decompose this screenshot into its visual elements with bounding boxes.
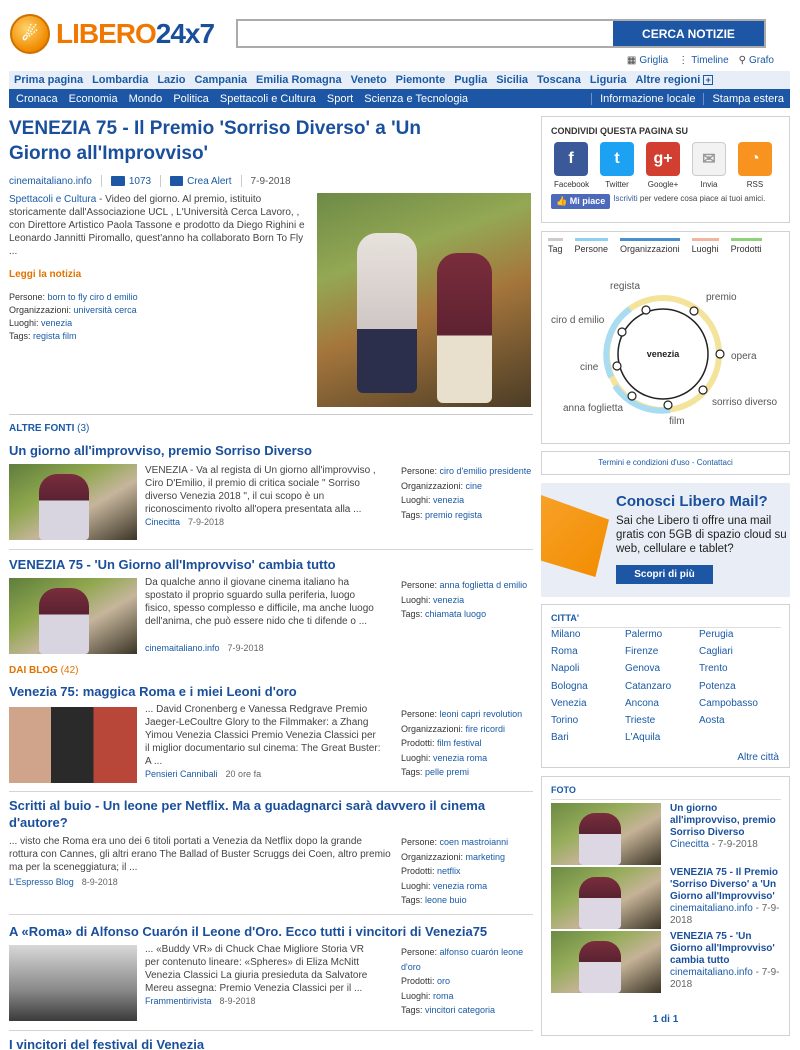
city-link[interactable]: Genova bbox=[625, 663, 661, 675]
divider bbox=[9, 791, 533, 792]
tag-key: Persone: bbox=[401, 947, 438, 957]
figure-shape bbox=[39, 588, 89, 654]
tag-key: Tags: bbox=[401, 895, 423, 905]
nav-local-info[interactable]: Informazione locale bbox=[591, 93, 695, 105]
divider bbox=[9, 549, 533, 550]
photo-item-date: 7-9-2018 bbox=[670, 967, 780, 990]
tag-key: Tags: bbox=[401, 767, 423, 777]
main-article bbox=[9, 116, 533, 411]
tag-key: Persone: bbox=[401, 466, 438, 476]
related-article bbox=[9, 683, 533, 793]
nav-category-item[interactable]: Economia bbox=[68, 92, 118, 105]
like-button-label: Mi piace bbox=[569, 196, 606, 206]
tag-key: Prodotti: bbox=[401, 976, 435, 986]
other-sources-count: (3) bbox=[77, 423, 90, 434]
search-input[interactable] bbox=[238, 21, 613, 46]
tag-value[interactable]: università cerca bbox=[73, 305, 137, 315]
main-article-category[interactable]: Spettacoli e Cultura bbox=[9, 194, 97, 205]
tag-key: Organizzazioni: bbox=[401, 723, 464, 734]
nav-category-item[interactable]: Sport bbox=[326, 92, 354, 105]
graph-node[interactable] bbox=[613, 362, 621, 370]
nav-region-item[interactable]: Piemonte bbox=[395, 74, 446, 86]
related-article-source[interactable]: Frammentirivista bbox=[145, 996, 212, 1006]
grid-icon: ▦ bbox=[626, 55, 637, 66]
view-links bbox=[627, 55, 774, 66]
tag-key: Prodotti: bbox=[401, 738, 435, 748]
graph-tab-prodotti[interactable]: Prodotti bbox=[731, 238, 762, 254]
related-article-thumbnail[interactable] bbox=[9, 945, 137, 1021]
divider bbox=[9, 1030, 533, 1031]
other-sources-heading bbox=[9, 414, 533, 434]
city-link[interactable]: Aosta bbox=[699, 714, 725, 726]
related-article-thumbnail[interactable] bbox=[9, 578, 137, 654]
graph-tab-persone[interactable]: Persone bbox=[575, 238, 609, 254]
share-email[interactable] bbox=[692, 142, 726, 189]
like-text: per vedere cosa piace ai tuoi amici. bbox=[637, 194, 766, 203]
photo-item-source[interactable]: cinemaitaliano.info bbox=[670, 903, 753, 914]
nav-category-item[interactable]: Cronaca bbox=[16, 92, 58, 105]
graph-node[interactable] bbox=[690, 307, 698, 315]
create-alert-link[interactable]: Crea Alert bbox=[187, 175, 232, 187]
tag-value[interactable]: roma bbox=[433, 990, 454, 1001]
share-facebook[interactable] bbox=[554, 142, 588, 189]
tag-value[interactable]: leone buio bbox=[425, 895, 467, 905]
rss-icon: ◔ bbox=[738, 142, 772, 176]
subscribe-link[interactable]: Iscriviti bbox=[613, 194, 638, 203]
graph-label[interactable]: cine bbox=[580, 362, 599, 373]
related-article-tags bbox=[401, 464, 535, 522]
related-article-title[interactable]: I vincitori del festival di Venezia bbox=[9, 1037, 205, 1050]
all-cities-link[interactable]: Altre città bbox=[737, 752, 779, 763]
tag-key: Luoghi: bbox=[9, 318, 39, 328]
city-link[interactable]: Bari bbox=[551, 732, 569, 744]
nav-region-item[interactable]: Puglia bbox=[454, 74, 488, 86]
city-link[interactable]: Catanzaro bbox=[625, 680, 672, 692]
nav-category-item[interactable]: Mondo bbox=[128, 92, 163, 105]
share-rss[interactable] bbox=[738, 142, 772, 189]
facebook-icon: f bbox=[554, 142, 588, 176]
graph-node[interactable] bbox=[699, 386, 707, 394]
terms-link[interactable]: Termini e condizioni d'uso - Contattaci bbox=[598, 458, 733, 467]
tag-key: Luoghi: bbox=[401, 495, 431, 505]
related-article-date: 7-9-2018 bbox=[227, 643, 264, 653]
tag-key: Tags: bbox=[9, 331, 31, 341]
graph-tab-luoghi[interactable]: Luoghi bbox=[692, 238, 719, 254]
timeline-icon: ⋮ bbox=[678, 55, 689, 66]
city-link[interactable]: Perugia bbox=[699, 629, 734, 640]
main-article-source[interactable]: cinemaitaliano.info bbox=[9, 175, 92, 187]
related-article-tags bbox=[401, 835, 535, 908]
graph-label[interactable]: opera bbox=[731, 351, 757, 362]
main-article-meta bbox=[9, 174, 533, 188]
divider bbox=[160, 175, 161, 187]
related-article-title[interactable]: A «Roma» di Alfonso Cuarón il Leone d'Oro. Ecco tutti i vincitori di Venezia75 bbox=[9, 924, 488, 939]
tag-key: Organizzazioni: bbox=[401, 480, 464, 491]
related-article-tags bbox=[401, 945, 535, 1018]
figure-shape bbox=[39, 474, 89, 540]
main-article-title[interactable]: VENEZIA 75 - Il Premio 'Sorriso Diverso' a 'Un Giorno all'Improvviso' bbox=[9, 118, 421, 164]
related-article bbox=[9, 556, 533, 662]
related-article bbox=[9, 442, 533, 552]
related-article-desc: ... «Buddy VR» di Chuck Chae Migliore Storia VR per contenuto lineare: «Spheres» di Eliza McNitt Venezia Classici La giuria presieduta da Salvatore Mereu assegna: Premio Venezia Classici per il ... bbox=[145, 944, 368, 994]
city-link[interactable]: Roma bbox=[551, 646, 578, 658]
photo-thumbnail[interactable] bbox=[551, 867, 661, 929]
logo-icon: ☄ bbox=[10, 14, 50, 54]
cities-box bbox=[541, 604, 790, 768]
nav-region-more[interactable] bbox=[635, 74, 722, 86]
share-google[interactable] bbox=[646, 142, 680, 189]
divider bbox=[241, 175, 242, 187]
tag-graph bbox=[542, 260, 789, 440]
tag-key: Tags: bbox=[401, 609, 423, 619]
other-sources-label: ALTRE FONTI bbox=[9, 423, 75, 434]
camera-icon bbox=[111, 176, 125, 186]
share-title: CONDIVIDI QUESTA PAGINA SU bbox=[551, 126, 689, 136]
city-link[interactable]: Venezia bbox=[551, 697, 587, 709]
nav-region-item[interactable]: Veneto bbox=[350, 74, 387, 86]
photo-item-date: 7-9-2018 bbox=[717, 839, 758, 850]
tag-value[interactable]: netflix bbox=[437, 866, 461, 876]
graph-node[interactable] bbox=[618, 328, 626, 336]
city-link[interactable]: Napoli bbox=[551, 663, 580, 675]
share-twitter-label: Twitter bbox=[605, 180, 629, 189]
graph-label[interactable]: sorriso diverso bbox=[712, 397, 778, 408]
city-link[interactable]: Potenza bbox=[699, 680, 736, 692]
related-article-source[interactable]: Cinecitta bbox=[145, 517, 181, 527]
related-article-desc: ... visto che Roma era uno dei 6 titoli portati a Venezia da Netflix dopo la grande rottura con Cannes, gli altri erano The Ballad of Buster Scruggs dei Coen, altro premio ma per la sceneggiatura; il ... bbox=[9, 836, 391, 873]
nav-region-item[interactable]: Lazio bbox=[157, 74, 186, 86]
share-email-label: Invia bbox=[700, 180, 718, 189]
related-article-source[interactable]: cinemaitaliano.info bbox=[145, 643, 220, 653]
graph-node[interactable] bbox=[664, 401, 672, 409]
mail-icon bbox=[170, 176, 183, 186]
google-plus-icon: g+ bbox=[646, 142, 680, 176]
related-article-title[interactable]: VENEZIA 75 - 'Un Giorno all'Improvviso' cambia tutto bbox=[9, 557, 336, 572]
tag-value[interactable]: venezia bbox=[433, 594, 465, 605]
expand-icon: + bbox=[703, 75, 713, 85]
like-thumb-icon: 👍 bbox=[556, 196, 570, 206]
mail-promo-button[interactable]: Scopri di più bbox=[616, 565, 713, 584]
graph-node[interactable] bbox=[716, 350, 724, 358]
share-facebook-label: Facebook bbox=[554, 180, 590, 189]
nav-region-more-label: Altre regioni bbox=[635, 74, 701, 86]
main-article-text: - Video del giorno. Al premio, istituito storicamente dall'Associazione UCL , L'Università Cerca Lavoro, , con Direttore Artistico Paola Tassone e prodotto da Diego Righini e Leonardo Jannitti Piromallo, quest'anno ha collaborato Born To Fly ... bbox=[9, 194, 305, 257]
tag-value[interactable]: marketing bbox=[465, 851, 506, 862]
city-link[interactable]: Firenze bbox=[625, 646, 659, 658]
tag-value[interactable]: chiamata luogo bbox=[425, 609, 487, 619]
graph-label[interactable]: regista bbox=[610, 281, 641, 292]
nav-region-item[interactable]: Campania bbox=[194, 74, 248, 86]
figure-shape bbox=[579, 877, 621, 929]
related-article-desc: ... David Cronenberg e Vanessa Redgrave Premio Jaeger-LeCoultre Glory to the Filmmaker: a Zhang Yimou Venezia Classici Premio Venezia Classici per il miglior documentario sul cinema: The Great Buster: A ... bbox=[145, 704, 381, 767]
main-article-image[interactable] bbox=[317, 193, 531, 407]
graph-tab-organizzazioni[interactable]: Organizzazioni bbox=[620, 238, 680, 254]
share-rss-label: RSS bbox=[746, 180, 764, 189]
related-article-tags bbox=[401, 707, 535, 780]
tag-value[interactable]: film festival bbox=[437, 738, 482, 748]
photo-item-date: 7-9-2018 bbox=[670, 903, 780, 926]
related-article-tags bbox=[401, 578, 535, 622]
twitter-icon: t bbox=[600, 142, 634, 176]
tag-value[interactable]: pelle premi bbox=[425, 767, 470, 777]
share-box bbox=[541, 116, 790, 223]
share-twitter[interactable] bbox=[600, 142, 634, 189]
main-article-tags bbox=[9, 291, 309, 343]
tag-key: Organizzazioni: bbox=[9, 305, 72, 315]
nav-region-item[interactable]: Prima pagina bbox=[14, 74, 84, 86]
figure-shape bbox=[579, 813, 621, 865]
nav-region-item[interactable]: Emilia Romagna bbox=[256, 74, 342, 86]
tag-value[interactable]: regista film bbox=[33, 331, 77, 341]
tag-key: Luoghi: bbox=[401, 990, 431, 1001]
city-link[interactable]: Torino bbox=[551, 714, 579, 726]
related-article bbox=[9, 1036, 533, 1050]
logo-text-24x7: 24x7 bbox=[155, 18, 215, 49]
related-article bbox=[9, 797, 533, 915]
nav-region-item[interactable]: Sicilia bbox=[496, 74, 528, 86]
logo-text-libero: LIBERO bbox=[56, 18, 156, 49]
mail-promo-title: Conosci Libero Mail? bbox=[616, 493, 768, 510]
like-button[interactable] bbox=[551, 194, 610, 209]
tag-key: Luoghi: bbox=[401, 880, 431, 891]
city-link[interactable]: Palermo bbox=[625, 629, 663, 640]
city-link[interactable]: Campobasso bbox=[699, 697, 758, 709]
tag-key: Prodotti: bbox=[401, 866, 435, 876]
region-nav bbox=[9, 71, 790, 89]
photo-item[interactable]: VENEZIA 75 - 'Un Giorno all'Improvviso' cambia tutto cinemaitaliano.info - 7-9-2018 bbox=[551, 931, 783, 993]
related-article-source[interactable]: Pensieri Cannibali bbox=[145, 769, 218, 779]
figure-shape bbox=[579, 941, 621, 993]
graph-node[interactable] bbox=[628, 392, 636, 400]
figure-shape bbox=[357, 233, 417, 393]
read-more-link[interactable]: Leggi la notizia bbox=[9, 269, 82, 280]
cities-title: CITTA' bbox=[551, 613, 781, 628]
view-graph-label: Grafo bbox=[748, 55, 774, 66]
graph-label[interactable]: anna foglietta bbox=[563, 403, 624, 414]
related-article-date: 8-9-2018 bbox=[81, 877, 118, 887]
mail-promo-desc: Sai che Libero ti offre una mail gratis con 5GB di spazio cloud su web, cellulare e tablet? bbox=[616, 515, 787, 555]
tag-value[interactable]: venezia bbox=[433, 495, 465, 505]
terms-box bbox=[541, 451, 790, 475]
tag-value[interactable]: venezia roma bbox=[433, 752, 488, 763]
graph-tab-tag[interactable]: Tag bbox=[548, 238, 563, 254]
blog-count: (42) bbox=[60, 665, 79, 676]
photo-box-title: FOTO bbox=[551, 785, 781, 800]
tag-key: Tags: bbox=[401, 1005, 423, 1015]
main-article-body bbox=[9, 193, 309, 343]
tag-key: Persone: bbox=[401, 709, 438, 719]
tag-value[interactable]: venezia bbox=[41, 318, 73, 328]
view-timeline-label: Timeline bbox=[691, 55, 729, 66]
tag-value[interactable]: ciro d'emilio presidente bbox=[439, 466, 532, 476]
tag-key: Organizzazioni: bbox=[401, 851, 464, 862]
nav-region-item[interactable]: Liguria bbox=[589, 74, 627, 86]
search-button[interactable]: CERCA NOTIZIE bbox=[613, 21, 764, 46]
photo-item[interactable]: VENEZIA 75 - Il Premio 'Sorriso Diverso' a 'Un Giorno all'Improvviso' cinemaitaliano.info - 7-9-2018 bbox=[551, 867, 783, 929]
related-article-thumbnail[interactable] bbox=[9, 464, 137, 540]
city-link[interactable]: Ancona bbox=[625, 697, 659, 709]
photo-thumbnail[interactable] bbox=[551, 803, 661, 865]
tag-value[interactable]: anna foglietta d emilio bbox=[439, 580, 528, 590]
blog-heading bbox=[9, 665, 533, 676]
graph-node[interactable] bbox=[642, 306, 650, 314]
nav-category-item[interactable]: Scienza e Tecnologia bbox=[364, 92, 469, 105]
graph-label[interactable]: ciro d emilio bbox=[551, 315, 605, 326]
related-article-source[interactable]: L'Espresso Blog bbox=[9, 877, 74, 887]
tag-value[interactable]: vincitori categoria bbox=[425, 1005, 496, 1015]
view-grid-link[interactable] bbox=[627, 55, 668, 66]
tag-value[interactable]: alfonso cuarón leone d'oro bbox=[401, 947, 524, 972]
blog-label: DAI BLOG bbox=[9, 665, 58, 676]
nav-region-item[interactable]: Toscana bbox=[537, 74, 581, 86]
tag-value[interactable]: born to fly ciro d emilio bbox=[47, 292, 138, 302]
mail-promo bbox=[541, 483, 790, 597]
tag-value[interactable]: oro bbox=[437, 976, 451, 986]
nav-region-item[interactable]: Lombardia bbox=[92, 74, 149, 86]
envelope-icon: ✉ bbox=[692, 142, 726, 176]
city-link[interactable]: Trieste bbox=[625, 714, 656, 726]
tag-value[interactable]: cine bbox=[465, 480, 483, 491]
tag-key: Persone: bbox=[401, 580, 438, 590]
related-article-desc: Da qualche anno il giovane cinema italiano ha spostato il proprio sguardo sulla periferia, luogo fisico, spesso complesso e difficile, ma anche luogo dell'anima, che può essere nido che ti difende o ... bbox=[145, 577, 374, 627]
photo-item-title[interactable]: VENEZIA 75 - Il Premio 'Sorriso Diverso' a 'Un Giorno all'Improvviso' bbox=[670, 867, 778, 902]
graph-label[interactable]: premio bbox=[706, 292, 737, 303]
tag-key: Luoghi: bbox=[401, 594, 431, 605]
view-grid-label: Griglia bbox=[639, 55, 669, 66]
related-article bbox=[9, 923, 533, 1031]
main-article-date: 7-9-2018 bbox=[250, 175, 291, 187]
view-timeline-link[interactable] bbox=[678, 55, 728, 66]
related-article-title[interactable]: Venezia 75: maggica Roma e i miei Leoni d'oro bbox=[9, 684, 297, 699]
tag-graph-box bbox=[541, 231, 790, 444]
divider bbox=[9, 914, 533, 915]
related-article-date: 8-9-2018 bbox=[219, 996, 256, 1006]
envelope-icon bbox=[541, 495, 609, 577]
photo-thumbnail[interactable] bbox=[551, 931, 661, 993]
tag-key: Tags: bbox=[401, 509, 423, 520]
city-link[interactable]: Cagliari bbox=[699, 646, 733, 658]
main-article-photo-count[interactable]: 1073 bbox=[128, 175, 152, 187]
city-link[interactable]: Milano bbox=[551, 629, 581, 640]
tag-key: Luoghi: bbox=[401, 752, 431, 763]
city-link[interactable]: Bologna bbox=[551, 680, 588, 692]
related-article-title[interactable]: Scritti al buio - Un leone per Netflix. Ma a guadagnarci sarà davvero il cinema d'autore? bbox=[9, 798, 486, 830]
related-article-desc: VENEZIA - Va al regista di Un giorno all'improvviso , Ciro D'Emilio, il premio di critica sociale " Sorriso diverso Venezia 2018 ", il cui scopo è un riconoscimento rivolto all'opera presentata alla ... bbox=[145, 465, 376, 515]
graph-icon: ⚲ bbox=[738, 55, 746, 66]
graph-label[interactable]: film bbox=[669, 416, 685, 427]
related-article-thumbnail[interactable] bbox=[9, 707, 137, 783]
search-box bbox=[236, 19, 766, 48]
city-link[interactable]: L'Aquila bbox=[625, 732, 661, 744]
tag-key: Persone: bbox=[9, 292, 46, 302]
photo-item-source[interactable]: cinemaitaliano.info bbox=[670, 967, 753, 978]
photo-box bbox=[541, 776, 790, 1036]
city-link[interactable]: Trento bbox=[699, 663, 728, 675]
divider bbox=[101, 175, 102, 187]
cities-grid bbox=[551, 629, 773, 749]
header bbox=[0, 0, 800, 70]
nav-foreign-press[interactable]: Stampa estera bbox=[703, 93, 784, 105]
nav-category-item[interactable]: Spettacoli e Cultura bbox=[219, 92, 316, 105]
graph-center-label[interactable]: venezia bbox=[646, 349, 680, 359]
tag-value[interactable]: coen mastroianni bbox=[439, 837, 509, 847]
photo-item-title[interactable]: VENEZIA 75 - 'Un Giorno all'Improvviso' cambia tutto bbox=[670, 931, 775, 966]
tag-value[interactable]: fire ricordi bbox=[465, 723, 506, 734]
photo-item[interactable]: Un giorno all'improvviso, premio Sorriso Diverso Cinecitta - 7-9-2018 bbox=[551, 803, 783, 865]
logo[interactable] bbox=[10, 14, 214, 54]
tag-value[interactable]: leoni capri revolution bbox=[439, 709, 523, 719]
related-article-title[interactable]: Un giorno all'improvviso, premio Sorriso Diverso bbox=[9, 443, 312, 458]
photo-pager[interactable]: 1 di 1 bbox=[652, 1014, 679, 1025]
tag-key: Persone: bbox=[401, 837, 438, 847]
view-graph-link[interactable] bbox=[739, 55, 774, 66]
tag-value[interactable]: premio regista bbox=[425, 509, 483, 520]
related-article-date: 7-9-2018 bbox=[188, 517, 225, 527]
tag-value[interactable]: venezia roma bbox=[433, 880, 488, 891]
figure-shape bbox=[437, 253, 492, 403]
photo-item-source[interactable]: Cinecitta bbox=[670, 839, 709, 850]
photo-item-title[interactable]: Un giorno all'improvviso, premio Sorriso Diverso bbox=[670, 803, 776, 838]
category-nav bbox=[9, 89, 790, 108]
nav-category-item[interactable]: Politica bbox=[173, 92, 209, 105]
share-google-label: Google+ bbox=[647, 180, 679, 189]
related-article-date: 20 ore fa bbox=[225, 769, 262, 779]
